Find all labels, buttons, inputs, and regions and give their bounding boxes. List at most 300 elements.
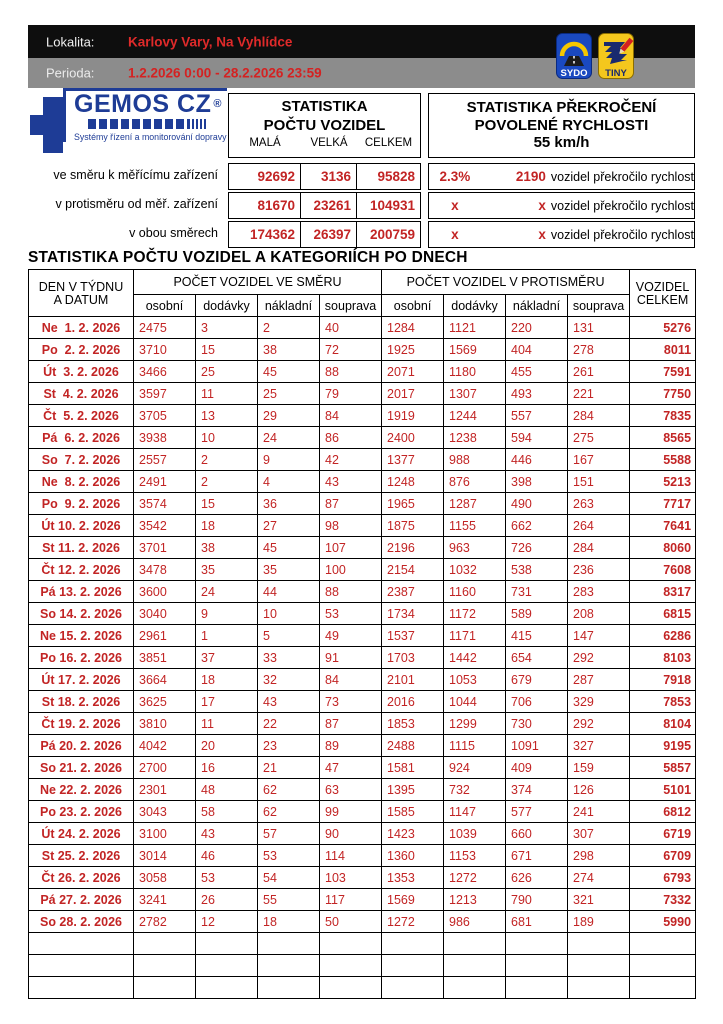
empty-cell — [134, 955, 196, 977]
summary-velka-value: 26397 — [300, 222, 356, 247]
vehicle-count-cell: 20 — [196, 735, 258, 757]
vehicle-count-cell: 25 — [258, 383, 320, 405]
vehicle-count-cell: 89 — [320, 735, 382, 757]
header-day-line2: A DATUM — [53, 293, 109, 307]
speed-box-title-1: STATISTIKA PŘEKROČENÍ — [466, 99, 657, 116]
vehicle-count-cell: 1925 — [382, 339, 444, 361]
vehicle-count-cell: 275 — [568, 427, 630, 449]
vehicle-count-cell: 1272 — [444, 867, 506, 889]
vehicle-count-cell: 2301 — [134, 779, 196, 801]
vehicle-count-cell: 3625 — [134, 691, 196, 713]
vehicle-count-cell: 654 — [506, 647, 568, 669]
day-date-cell: Pá 27. 2. 2026 — [29, 889, 134, 911]
vehicle-count-cell: 3100 — [134, 823, 196, 845]
table-row — [29, 537, 696, 559]
vehicle-count-cell: 2071 — [382, 361, 444, 383]
vehicle-count-cell: 15 — [196, 339, 258, 361]
vehicle-count-cell: 62 — [258, 801, 320, 823]
vehicle-count-cell: 1569 — [444, 339, 506, 361]
subheader-osobni-2: osobní — [382, 295, 444, 317]
day-date-cell: So 21. 2. 2026 — [29, 757, 134, 779]
vehicle-count-cell: 1244 — [444, 405, 506, 427]
summary-mala-value: 81670 — [257, 198, 295, 213]
table-row — [29, 339, 696, 361]
vehicle-count-cell: 53 — [320, 603, 382, 625]
vehicle-count-cell: 1353 — [382, 867, 444, 889]
vehicle-count-cell: 84 — [320, 669, 382, 691]
vehicle-count-cell: 1875 — [382, 515, 444, 537]
vehicle-count-cell: 307 — [568, 823, 630, 845]
vehicle-count-cell: 409 — [506, 757, 568, 779]
vehicle-count-cell: 1039 — [444, 823, 506, 845]
vehicle-count-cell: 11 — [196, 713, 258, 735]
header-group-direction: POČET VOZIDEL VE SMĚRU — [134, 270, 382, 295]
vehicle-count-cell: 53 — [196, 867, 258, 889]
empty-cell — [196, 933, 258, 955]
empty-cell — [258, 977, 320, 999]
vehicle-count-cell: 3466 — [134, 361, 196, 383]
table-row — [29, 845, 696, 867]
vehicle-count-cell: 589 — [506, 603, 568, 625]
vehicle-count-cell: 455 — [506, 361, 568, 383]
speed-count-value: x — [538, 227, 546, 242]
day-date-cell: Pá 20. 2. 2026 — [29, 735, 134, 757]
vehicle-count-cell: 730 — [506, 713, 568, 735]
vehicle-count-cell: 3938 — [134, 427, 196, 449]
vehicle-count-cell: 126 — [568, 779, 630, 801]
vehicle-count-cell: 36 — [258, 493, 320, 515]
daily-total-cell: 8565 — [630, 427, 696, 449]
vehicle-count-cell: 49 — [320, 625, 382, 647]
vehicle-count-cell: 208 — [568, 603, 630, 625]
header-day-line1: DEN V TÝDNU — [38, 280, 124, 294]
vehicle-count-cell: 988 — [444, 449, 506, 471]
vehicle-count-cell: 72 — [320, 339, 382, 361]
empty-cell — [320, 977, 382, 999]
period-label: Perioda: — [46, 65, 95, 81]
vehicle-count-cell: 12 — [196, 911, 258, 933]
vehicle-count-cell: 159 — [568, 757, 630, 779]
summary-direction-labels — [28, 163, 222, 250]
summary-velka-value: 3136 — [300, 164, 356, 189]
vehicle-count-cell: 62 — [258, 779, 320, 801]
table-row — [29, 911, 696, 933]
vehicle-count-cell: 732 — [444, 779, 506, 801]
vehicle-count-cell: 1569 — [382, 889, 444, 911]
empty-cell — [444, 955, 506, 977]
vehicle-count-cell: 626 — [506, 867, 568, 889]
vehicle-count-cell: 3 — [196, 317, 258, 339]
vehicle-count-cell: 731 — [506, 581, 568, 603]
vehicle-count-cell: 284 — [568, 405, 630, 427]
vehicle-count-cell: 1 — [196, 625, 258, 647]
vehicle-count-cell: 1360 — [382, 845, 444, 867]
vehicle-count-cell: 3241 — [134, 889, 196, 911]
summary-row-label: v obou směrech — [129, 226, 218, 240]
vehicle-count-cell: 3710 — [134, 339, 196, 361]
table-row — [29, 669, 696, 691]
daily-total-cell: 5857 — [630, 757, 696, 779]
vehicle-count-cell: 43 — [258, 691, 320, 713]
vehicle-count-cell: 3058 — [134, 867, 196, 889]
daily-total-cell: 7641 — [630, 515, 696, 537]
day-date-cell: Ne 22. 2. 2026 — [29, 779, 134, 801]
table-row — [29, 647, 696, 669]
summary-count-values — [228, 163, 421, 250]
summary-values-row — [228, 192, 421, 219]
empty-table-row — [29, 955, 696, 977]
vehicle-count-cell: 236 — [568, 559, 630, 581]
vehicle-count-cell: 1423 — [382, 823, 444, 845]
vehicle-count-cell: 274 — [568, 867, 630, 889]
gemos-logo — [30, 88, 230, 156]
vehicle-count-cell: 1585 — [382, 801, 444, 823]
day-date-cell: Pá 13. 2. 2026 — [29, 581, 134, 603]
vehicle-count-cell: 1537 — [382, 625, 444, 647]
empty-cell — [506, 977, 568, 999]
table-row — [29, 625, 696, 647]
vehicle-count-cell: 32 — [258, 669, 320, 691]
table-row — [29, 493, 696, 515]
empty-table-row — [29, 933, 696, 955]
vehicle-count-cell: 924 — [444, 757, 506, 779]
vehicle-count-cell: 3600 — [134, 581, 196, 603]
speed-summary-row — [428, 163, 695, 190]
vehicle-count-cell: 557 — [506, 405, 568, 427]
vehicle-count-cell: 90 — [320, 823, 382, 845]
vehicle-count-cell: 23 — [258, 735, 320, 757]
table-row — [29, 449, 696, 471]
vehicle-count-cell: 1284 — [382, 317, 444, 339]
empty-cell — [382, 955, 444, 977]
vehicle-count-cell: 2017 — [382, 383, 444, 405]
vehicle-count-cell: 18 — [196, 515, 258, 537]
empty-cell — [29, 955, 134, 977]
vehicle-count-cell: 241 — [568, 801, 630, 823]
vehicle-count-cell: 1734 — [382, 603, 444, 625]
vehicle-count-cell: 21 — [258, 757, 320, 779]
empty-cell — [29, 933, 134, 955]
vehicle-count-cell: 681 — [506, 911, 568, 933]
speed-limit-value: 55 km/h — [533, 134, 590, 151]
vehicle-count-cell: 3851 — [134, 647, 196, 669]
vehicle-count-cell: 151 — [568, 471, 630, 493]
vehicle-count-cell: 2475 — [134, 317, 196, 339]
count-box-columns — [229, 137, 420, 149]
empty-cell — [382, 933, 444, 955]
vehicle-count-cell: 3810 — [134, 713, 196, 735]
speed-percent-value: x — [451, 227, 459, 242]
daily-total-cell: 8103 — [630, 647, 696, 669]
day-date-cell: So 7. 2. 2026 — [29, 449, 134, 471]
day-date-cell: Ne 8. 2. 2026 — [29, 471, 134, 493]
vehicle-count-cell: 679 — [506, 669, 568, 691]
vehicle-count-cell: 47 — [320, 757, 382, 779]
speed-percent-value: 2.3% — [439, 169, 471, 184]
vehicle-count-cell: 374 — [506, 779, 568, 801]
vehicle-count-cell: 415 — [506, 625, 568, 647]
vehicle-count-cell: 22 — [258, 713, 320, 735]
vehicle-count-cell: 63 — [320, 779, 382, 801]
vehicle-count-cell: 87 — [320, 493, 382, 515]
count-box-title-2: POČTU VOZIDEL — [263, 117, 386, 134]
vehicle-count-cell: 264 — [568, 515, 630, 537]
vehicle-count-cell: 287 — [568, 669, 630, 691]
vehicle-count-cell: 1153 — [444, 845, 506, 867]
vehicle-count-cell: 1172 — [444, 603, 506, 625]
vehicle-count-cell: 577 — [506, 801, 568, 823]
day-date-cell: So 28. 2. 2026 — [29, 911, 134, 933]
vehicle-count-cell: 2387 — [382, 581, 444, 603]
vehicle-count-cell: 91 — [320, 647, 382, 669]
summary-mala-value: 92692 — [257, 169, 295, 184]
header-group-opposite: POČET VOZIDEL V PROTISMĚRU — [382, 270, 630, 295]
daily-table-body — [29, 317, 696, 999]
vehicle-count-cell: 99 — [320, 801, 382, 823]
vehicle-count-cell: 2961 — [134, 625, 196, 647]
vehicle-count-cell: 221 — [568, 383, 630, 405]
vehicle-count-cell: 1032 — [444, 559, 506, 581]
vehicle-count-cell: 114 — [320, 845, 382, 867]
empty-cell — [444, 933, 506, 955]
day-date-cell: St 25. 2. 2026 — [29, 845, 134, 867]
daily-total-cell: 8060 — [630, 537, 696, 559]
subheader-dodavky-1: dodávky — [196, 295, 258, 317]
vehicle-count-cell: 11 — [196, 383, 258, 405]
vehicle-count-cell: 5 — [258, 625, 320, 647]
empty-cell — [568, 933, 630, 955]
registered-mark: ® — [213, 98, 222, 110]
day-date-cell: Čt 26. 2. 2026 — [29, 867, 134, 889]
vehicle-count-cell: 189 — [568, 911, 630, 933]
vehicle-count-cell: 1307 — [444, 383, 506, 405]
empty-cell — [320, 955, 382, 977]
table-row — [29, 603, 696, 625]
speed-count-value: x — [538, 198, 546, 213]
vehicle-count-cell: 147 — [568, 625, 630, 647]
vehicle-count-cell: 3478 — [134, 559, 196, 581]
vehicle-count-cell: 2196 — [382, 537, 444, 559]
daily-table-title: STATISTIKA POČTU VOZIDEL A KATEGORIÍCH PO DNECH — [28, 249, 468, 266]
tiny-icon — [598, 33, 634, 79]
empty-cell — [506, 933, 568, 955]
vehicle-count-cell: 54 — [258, 867, 320, 889]
vehicle-count-cell: 671 — [506, 845, 568, 867]
vehicle-count-cell: 167 — [568, 449, 630, 471]
vehicle-count-cell: 292 — [568, 713, 630, 735]
header-total-line1: VOZIDEL — [635, 280, 690, 294]
vehicle-count-cell: 24 — [258, 427, 320, 449]
table-row — [29, 317, 696, 339]
empty-cell — [568, 977, 630, 999]
empty-cell — [196, 977, 258, 999]
vehicle-count-cell: 1853 — [382, 713, 444, 735]
vehicle-count-cell: 2557 — [134, 449, 196, 471]
vehicle-count-cell: 298 — [568, 845, 630, 867]
day-date-cell: St 4. 2. 2026 — [29, 383, 134, 405]
vehicle-count-cell: 24 — [196, 581, 258, 603]
vehicle-count-cell: 45 — [258, 361, 320, 383]
table-row — [29, 779, 696, 801]
sydo-icon-label: SYDO — [560, 68, 588, 79]
vehicle-count-cell: 35 — [196, 559, 258, 581]
vehicle-count-cell: 2782 — [134, 911, 196, 933]
daily-total-cell: 8011 — [630, 339, 696, 361]
vehicle-count-cell: 278 — [568, 339, 630, 361]
vehicle-count-cell: 40 — [320, 317, 382, 339]
vehicle-count-cell: 329 — [568, 691, 630, 713]
vehicle-count-cell: 2154 — [382, 559, 444, 581]
vehicle-count-cell: 98 — [320, 515, 382, 537]
vehicle-count-cell: 1091 — [506, 735, 568, 757]
empty-cell — [258, 955, 320, 977]
vehicle-count-cell: 790 — [506, 889, 568, 911]
empty-cell — [568, 955, 630, 977]
vehicle-count-cell: 446 — [506, 449, 568, 471]
vehicle-count-cell: 44 — [258, 581, 320, 603]
empty-cell — [630, 955, 696, 977]
vehicle-count-cell: 3701 — [134, 537, 196, 559]
vehicle-count-cell: 87 — [320, 713, 382, 735]
daily-total-cell: 6286 — [630, 625, 696, 647]
vehicle-count-cell: 10 — [196, 427, 258, 449]
vehicle-count-cell: 53 — [258, 845, 320, 867]
day-date-cell: St 11. 2. 2026 — [29, 537, 134, 559]
location-value: Karlovy Vary, Na Vyhlídce — [128, 34, 293, 49]
vehicle-count-cell: 726 — [506, 537, 568, 559]
subheader-nakladni-1: nákladní — [258, 295, 320, 317]
speed-box-title-2: POVOLENÉ RYCHLOSTI — [474, 117, 649, 134]
vehicle-count-cell: 220 — [506, 317, 568, 339]
vehicle-count-cell: 46 — [196, 845, 258, 867]
vehicle-count-cell: 38 — [258, 339, 320, 361]
table-row — [29, 757, 696, 779]
vehicle-count-cell: 2101 — [382, 669, 444, 691]
vehicle-count-cell: 2491 — [134, 471, 196, 493]
col-label-celkem: CELKEM — [364, 137, 413, 149]
vehicle-count-cell: 876 — [444, 471, 506, 493]
vehicle-count-cell: 398 — [506, 471, 568, 493]
vehicle-count-cell: 538 — [506, 559, 568, 581]
count-box-title-1: STATISTIKA — [281, 98, 368, 115]
table-row — [29, 581, 696, 603]
vehicle-count-cell: 4042 — [134, 735, 196, 757]
speed-summary-row — [428, 192, 695, 219]
vehicle-count-cell: 35 — [258, 559, 320, 581]
vehicle-count-cell: 2 — [258, 317, 320, 339]
gemos-logo-text — [63, 88, 227, 142]
vehicle-count-cell: 1287 — [444, 493, 506, 515]
vehicle-count-cell: 1377 — [382, 449, 444, 471]
daily-total-cell: 7332 — [630, 889, 696, 911]
speed-row-text: vozidel překročilo rychlost — [550, 227, 694, 242]
vehicle-count-cell: 1155 — [444, 515, 506, 537]
summary-celkem-value: 200759 — [356, 222, 420, 247]
daily-total-cell: 5276 — [630, 317, 696, 339]
vehicle-count-cell: 3664 — [134, 669, 196, 691]
summary-values-row — [228, 221, 421, 248]
col-label-mala: MALÁ — [249, 137, 281, 149]
empty-cell — [630, 977, 696, 999]
vehicle-count-cell: 404 — [506, 339, 568, 361]
table-row — [29, 515, 696, 537]
vehicle-count-cell: 73 — [320, 691, 382, 713]
vehicle-count-cell: 263 — [568, 493, 630, 515]
daily-total-cell: 6793 — [630, 867, 696, 889]
vehicle-count-cell: 117 — [320, 889, 382, 911]
vehicle-count-cell: 25 — [196, 361, 258, 383]
gemos-name: GEMOS CZ — [74, 90, 212, 118]
vehicle-count-cell: 2 — [196, 449, 258, 471]
product-logos — [556, 33, 634, 79]
vehicle-count-cell: 1044 — [444, 691, 506, 713]
gemos-title — [74, 92, 227, 117]
summary-celkem-value: 95828 — [356, 164, 420, 189]
vehicle-count-cell: 131 — [568, 317, 630, 339]
table-row — [29, 889, 696, 911]
vehicle-count-cell: 4 — [258, 471, 320, 493]
daily-total-cell: 5588 — [630, 449, 696, 471]
vehicle-count-cell: 1053 — [444, 669, 506, 691]
empty-cell — [506, 955, 568, 977]
vehicle-count-cell: 57 — [258, 823, 320, 845]
vehicle-count-cell: 27 — [258, 515, 320, 537]
table-row — [29, 867, 696, 889]
subheader-souprava-1: souprava — [320, 295, 382, 317]
vehicle-count-cell: 18 — [258, 911, 320, 933]
speed-row-text: vozidel překročilo rychlost — [550, 169, 694, 184]
day-date-cell: Po 9. 2. 2026 — [29, 493, 134, 515]
empty-cell — [382, 977, 444, 999]
period-value: 1.2.2026 0:00 - 28.2.2026 23:59 — [128, 65, 322, 81]
vehicle-count-cell: 1248 — [382, 471, 444, 493]
subheader-dodavky-2: dodávky — [444, 295, 506, 317]
subheader-souprava-2: souprava — [568, 295, 630, 317]
vehicle-count-cell: 283 — [568, 581, 630, 603]
daily-total-cell: 6709 — [630, 845, 696, 867]
vehicle-count-cell: 1115 — [444, 735, 506, 757]
table-row — [29, 405, 696, 427]
subheader-nakladni-2: nákladní — [506, 295, 568, 317]
vehicle-count-cell: 18 — [196, 669, 258, 691]
vehicle-count-cell: 50 — [320, 911, 382, 933]
table-row — [29, 427, 696, 449]
summary-velka-value: 23261 — [300, 193, 356, 218]
vehicle-count-cell: 490 — [506, 493, 568, 515]
empty-cell — [258, 933, 320, 955]
vehicle-count-cell: 1147 — [444, 801, 506, 823]
daily-total-cell: 7918 — [630, 669, 696, 691]
vehicle-count-cell: 2016 — [382, 691, 444, 713]
vehicle-count-cell: 2700 — [134, 757, 196, 779]
day-date-cell: Ne 1. 2. 2026 — [29, 317, 134, 339]
vehicle-count-cell: 43 — [320, 471, 382, 493]
summary-celkem-value: 104931 — [356, 193, 420, 218]
vehicle-count-cell: 1238 — [444, 427, 506, 449]
vehicle-count-cell: 3705 — [134, 405, 196, 427]
header-total — [630, 270, 696, 317]
vehicle-count-cell: 58 — [196, 801, 258, 823]
day-date-cell: Út 10. 2. 2026 — [29, 515, 134, 537]
vehicle-count-cell: 26 — [196, 889, 258, 911]
vehicle-count-cell: 1442 — [444, 647, 506, 669]
vehicle-count-cell: 3040 — [134, 603, 196, 625]
table-row — [29, 471, 696, 493]
vehicle-count-cell: 292 — [568, 647, 630, 669]
vehicle-count-cell: 493 — [506, 383, 568, 405]
vehicle-count-cell: 9 — [196, 603, 258, 625]
location-label: Lokalita: — [46, 34, 95, 49]
